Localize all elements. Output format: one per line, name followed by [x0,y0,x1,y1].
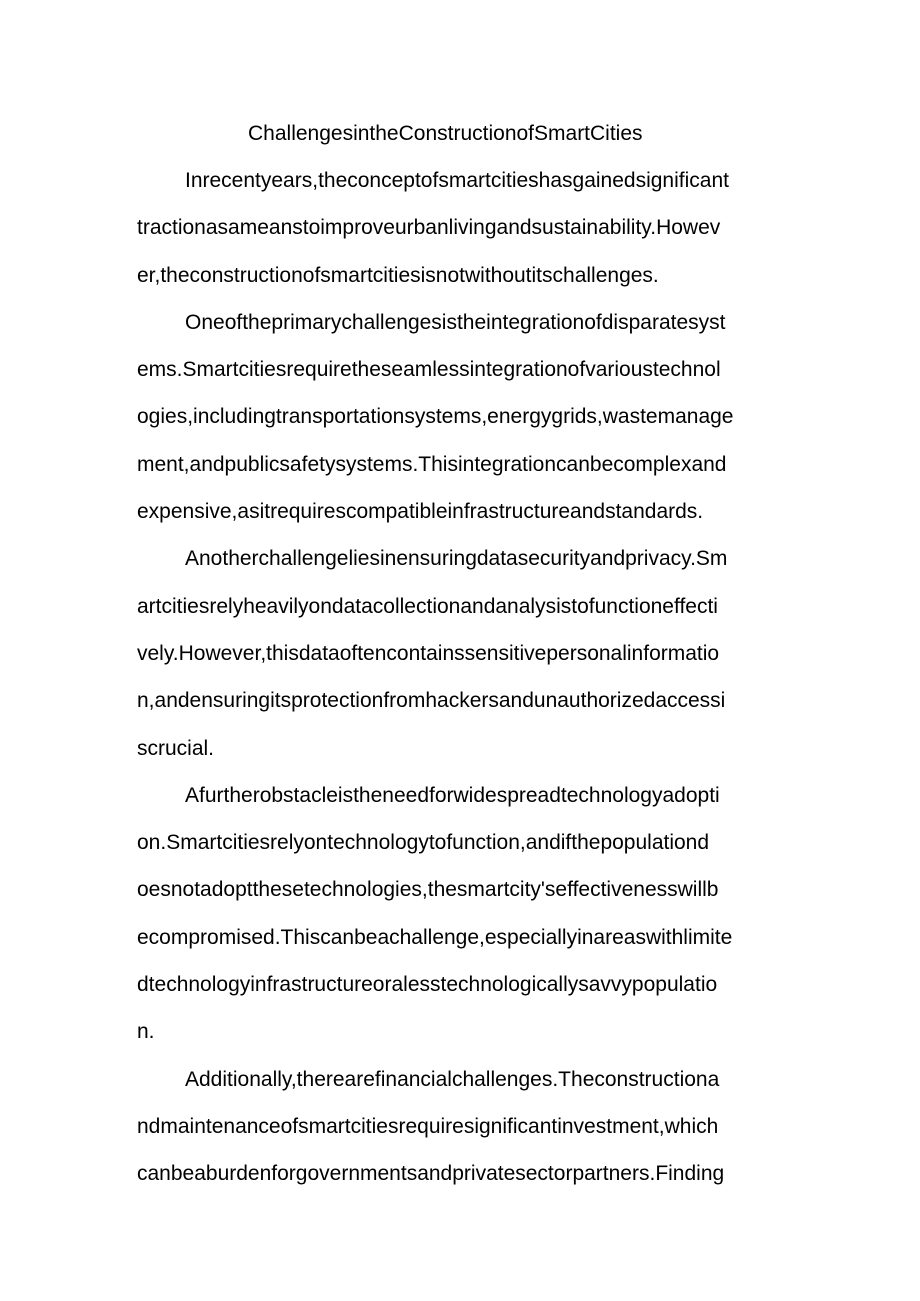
text-line: tractionasameanstoimproveurbanlivingandsustainability.Howev [137,216,721,240]
text-line: Oneoftheprimarychallengesistheintegrationofdisparatesyst [185,310,726,334]
text-line: ment,andpublicsafetysystems.Thisintegrationcanbecomplexand [137,452,727,476]
text-line: Anotherchallengeliesinensuringdatasecurityandprivacy.Sm [185,547,728,571]
text-line: Afurtherobstacleistheneedforwidespreadtechnologyadopti [185,783,720,807]
text-line: ems.Smartcitiesrequiretheseamlessintegrationofvarioustechnol [137,358,721,382]
document-body [137,157,797,1198]
text-line: dtechnologyinfrastructureoralesstechnologicallysavvypopulatio [137,973,718,997]
text-line: on.Smartcitiesrelyontechnologytofunction,andifthepopulationd [137,831,710,855]
text-line: ecompromised.Thiscanbeachallenge,especiallyinareaswithlimite [137,925,733,949]
text-line: expensive,asitrequirescompatibleinfrastructureandstandards. [137,500,704,524]
text-line: canbeaburdenforgovernmentsandprivatesectorpartners.Finding [137,1162,725,1186]
text-line: oesnotadoptthesetechnologies,thesmartcity'seffectivenesswillb [137,878,719,902]
text-line: Inrecentyears,theconceptofsmartcitieshasgainedsignificant [185,169,729,192]
text-line: scrucial. [137,736,215,760]
text-line: artcitiesrelyheavilyondatacollectionandanalysistofunctioneffecti [137,594,718,618]
text-line: n. [137,1020,155,1044]
text-line: vely.However,thisdataoftencontainssensitivepersonalinformatio [137,641,720,665]
text-line: ndmaintenanceofsmartcitiesrequiresignificantinvestment,which [137,1114,719,1138]
document-title: ChallengesintheConstructionofSmartCities [248,122,643,145]
text-line: er,theconstructionofsmartcitiesisnotwithoutitschallenges. [137,263,659,287]
text-line: ogies,includingtransportationsystems,energygrids,wastemanage [137,405,734,429]
text-line: Additionally,therearefinancialchallenges.Theconstructiona [185,1067,720,1091]
text-line: n,andensuringitsprotectionfromhackersandunauthorizedaccessi [137,689,726,713]
